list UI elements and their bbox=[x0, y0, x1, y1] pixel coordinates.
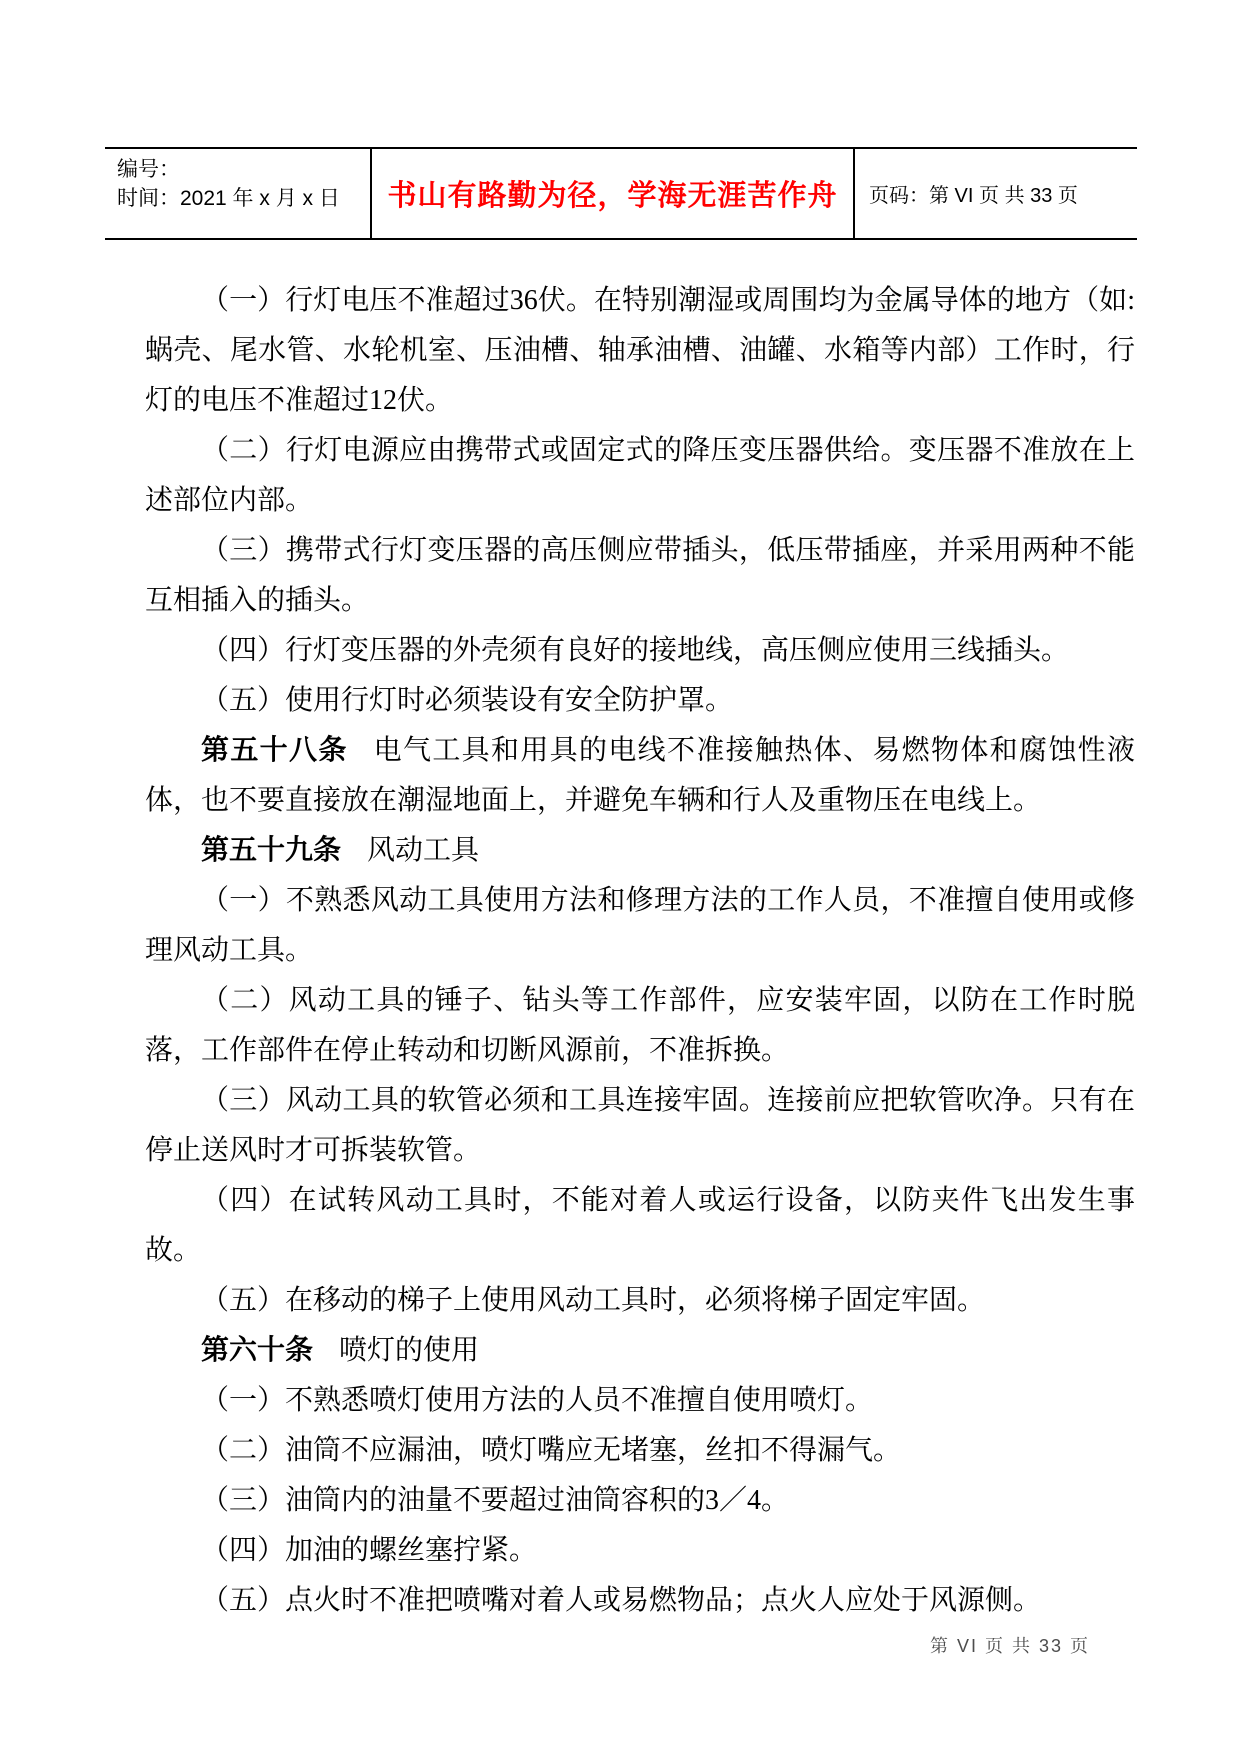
paragraph-text: （一）行灯电压不准超过36伏。在特别潮湿或周围均为金属导体的地方（如: 蜗壳、尾水管、水轮机室、压油槽、轴承油槽、油罐、水箱等内部）工作时，行灯的电压不准超过12伏。 bbox=[145, 285, 1135, 416]
document-body bbox=[145, 276, 1135, 1626]
paragraph bbox=[145, 1426, 1135, 1476]
paragraph bbox=[145, 626, 1135, 676]
paragraph bbox=[145, 426, 1135, 526]
paragraph-text: （三）风动工具的软管必须和工具连接牢固。连接前应把软管吹净。只有在停止送风时才可拆装软管。 bbox=[145, 1085, 1135, 1166]
paragraph-text: （一）不熟悉喷灯使用方法的人员不准擅自使用喷灯。 bbox=[201, 1385, 874, 1416]
paragraph-text: （二）油筒不应漏油，喷灯嘴应无堵塞，丝扣不得漏气。 bbox=[201, 1435, 902, 1466]
paragraph bbox=[145, 1076, 1135, 1176]
paragraph bbox=[145, 1176, 1135, 1276]
paragraph-text: （五）在移动的梯子上使用风动工具时，必须将梯子固定牢固。 bbox=[201, 1285, 986, 1316]
clause-number: 第五十八条 bbox=[201, 735, 348, 766]
paragraph-text: （四）行灯变压器的外壳须有良好的接地线，高压侧应使用三线插头。 bbox=[201, 635, 1070, 666]
paragraph bbox=[145, 1276, 1135, 1326]
paragraph bbox=[145, 526, 1135, 626]
paragraph bbox=[145, 726, 1135, 826]
paragraph-text: 喷灯的使用 bbox=[339, 1335, 480, 1366]
header-cell-motto bbox=[370, 149, 855, 238]
paragraph-text: （三）油筒内的油量不要超过油筒容积的3／4。 bbox=[201, 1485, 790, 1516]
paragraph-text: 电气工具和用具的电线不准接触热体、易燃物体和腐蚀性液体，也不要直接放在潮湿地面上，并避免车辆和行人及重物压在电线上。 bbox=[145, 735, 1135, 816]
header-motto: 书山有路勤为径，学海无涯苦作舟 bbox=[387, 180, 838, 212]
paragraph bbox=[145, 1326, 1135, 1376]
paragraph bbox=[145, 1526, 1135, 1576]
header-table bbox=[105, 147, 1137, 240]
paragraph bbox=[145, 276, 1135, 426]
clause-number: 第六十条 bbox=[201, 1335, 314, 1366]
paragraph-text: （一）不熟悉风动工具使用方法和修理方法的工作人员，不准擅自使用或修理风动工具。 bbox=[145, 885, 1135, 966]
paragraph-text: （五）点火时不准把喷嘴对着人或易燃物品；点火人应处于风源侧。 bbox=[201, 1585, 1042, 1616]
header-time-label: 时间：2021 年 x 月 x 日 bbox=[117, 187, 340, 210]
paragraph bbox=[145, 1576, 1135, 1626]
paragraph-text: （五）使用行灯时必须装设有安全防护罩。 bbox=[201, 685, 734, 716]
paragraph-text: （二）行灯电源应由携带式或固定式的降压变压器供给。变压器不准放在上述部位内部。 bbox=[145, 435, 1135, 516]
paragraph bbox=[145, 1476, 1135, 1526]
paragraph-text: （三）携带式行灯变压器的高压侧应带插头，低压带插座，并采用两种不能互相插入的插头。 bbox=[145, 535, 1135, 616]
header-number-label: 编号： bbox=[117, 158, 180, 181]
clause-number: 第五十九条 bbox=[201, 835, 342, 866]
paragraph-text: （四）加油的螺丝塞拧紧。 bbox=[201, 1535, 538, 1566]
footer-page-label: 第 VI 页 共 33 页 bbox=[929, 1636, 1090, 1656]
paragraph bbox=[145, 976, 1135, 1076]
paragraph bbox=[145, 826, 1135, 876]
header-page-label: 页码：第 VI 页 共 33 页 bbox=[869, 185, 1078, 207]
paragraph bbox=[145, 876, 1135, 976]
header-cell-page bbox=[855, 149, 1137, 238]
paragraph bbox=[145, 1376, 1135, 1426]
paragraph-text: （四）在试转风动工具时，不能对着人或运行设备，以防夹件飞出发生事故。 bbox=[145, 1185, 1135, 1266]
header-cell-meta bbox=[105, 149, 370, 238]
paragraph bbox=[145, 676, 1135, 726]
paragraph-text: （二）风动工具的锤子、钻头等工作部件，应安装牢固，以防在工作时脱落，工作部件在停止转动和切断风源前，不准拆换。 bbox=[145, 985, 1135, 1066]
paragraph-text: 风动工具 bbox=[367, 835, 480, 866]
